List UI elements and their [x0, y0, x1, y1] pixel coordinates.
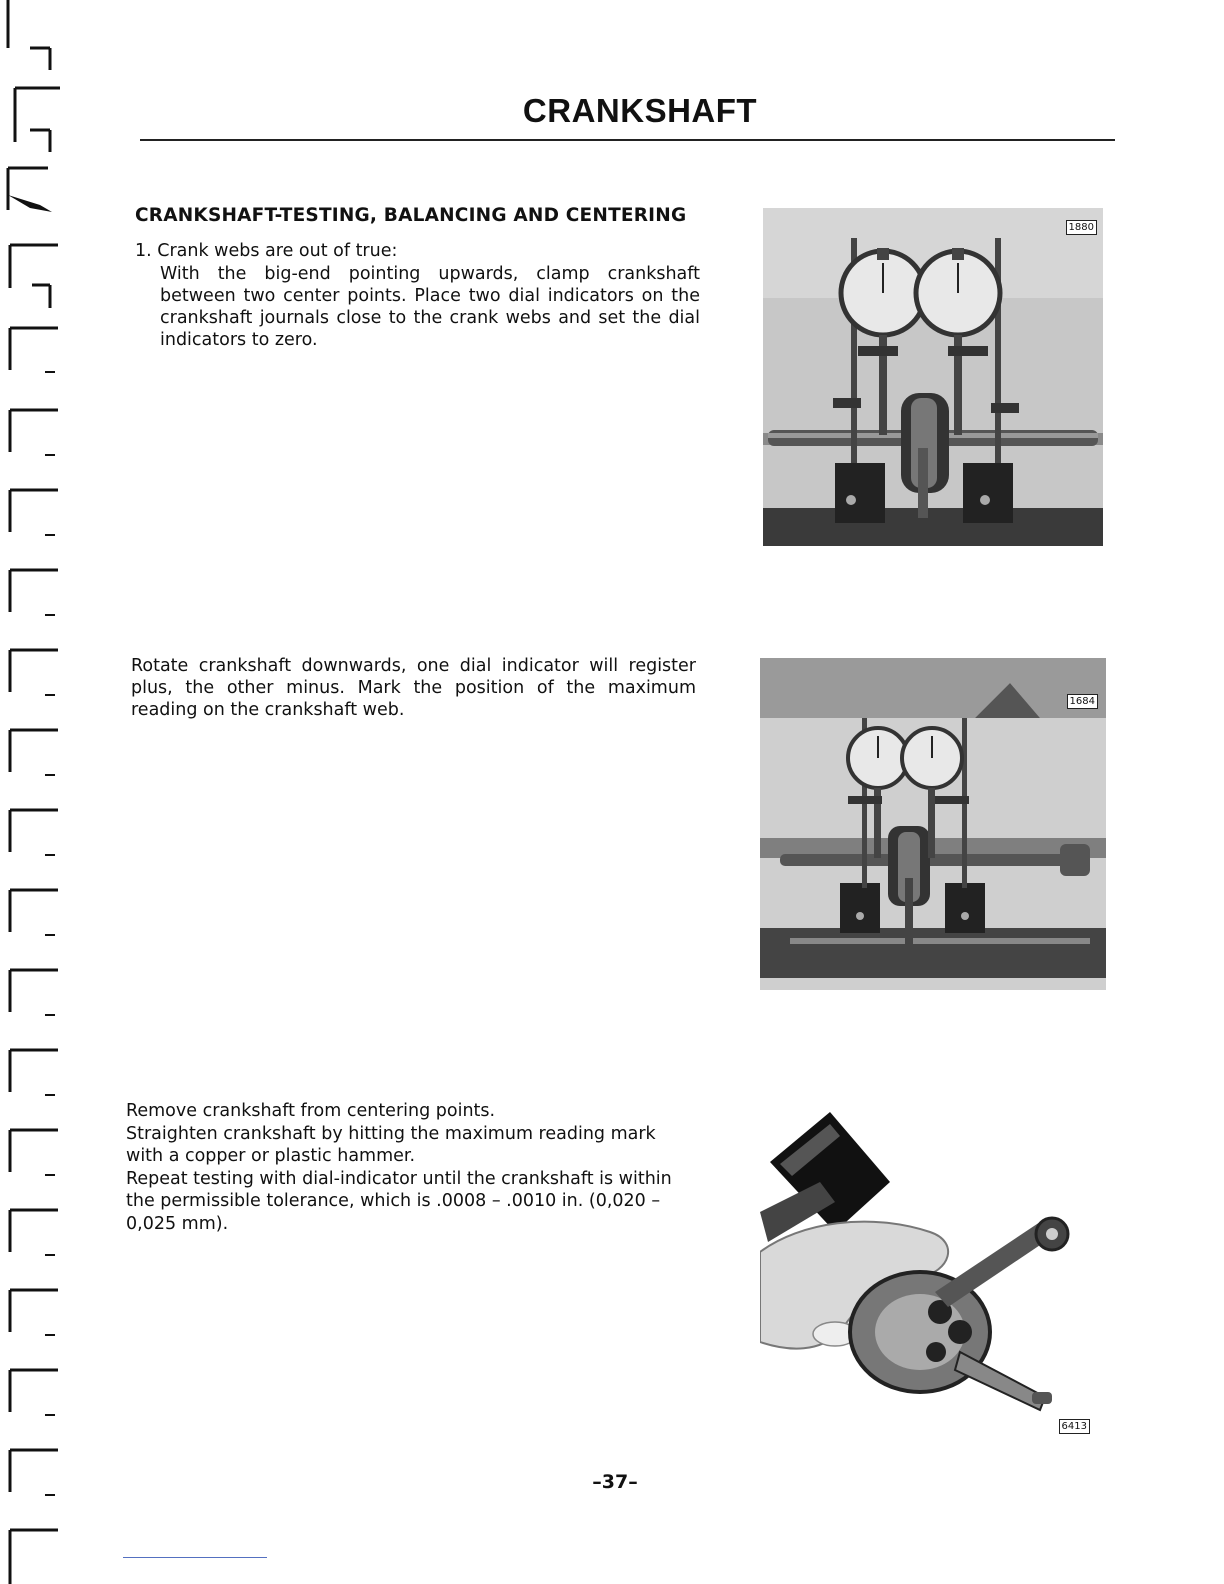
binding-marks: [0, 0, 70, 1584]
item-1-body-text: With the big-end pointing upwards, clamp crankshaft between two center points. Place two dial indicators on the crankshaft journals close to the crank webs and set the dial indicators to zero.: [160, 264, 700, 350]
paragraph-3-line-2: Straighten crankshaft by hitting the maximum reading mark with a copper or plastic hammer.: [126, 1123, 656, 1166]
footer-line: [123, 1557, 267, 1558]
figure-1-illustration: [763, 208, 1103, 546]
section-heading: CRANKSHAFT-TESTING, BALANCING AND CENTERING: [135, 205, 687, 226]
item-1-title: 1. Crank webs are out of true:: [135, 241, 398, 261]
figure-dial-indicators-setup: [763, 208, 1103, 546]
paragraph-3-line-3: Repeat testing with dial-indicator until the crankshaft is within the permissible tolerance, which is .0008 – .0010 in. (0,020 – 0,025 mm).: [126, 1168, 672, 1234]
figure-3-illustration: [760, 1102, 1100, 1442]
figure-hammer-straightening: [760, 1102, 1100, 1442]
paragraph-2-text: Rotate crankshaft downwards, one dial indicator will register plus, the other minus. Mark the position of the maximum reading on the crankshaft web.: [131, 656, 696, 720]
page-number: –37–: [592, 1471, 638, 1493]
item-1-body: [160, 263, 700, 351]
figure-rotate-crankshaft: [760, 658, 1106, 990]
page-title: CRANKSHAFT: [522, 92, 758, 129]
figure-2-tag: 1684: [1067, 694, 1098, 709]
figure-1-tag: 1880: [1066, 220, 1097, 235]
title-rule: [140, 139, 1115, 141]
paragraph-2: [131, 655, 696, 721]
figure-2-illustration: [760, 658, 1106, 990]
paragraph-3-line-1: Remove crankshaft from centering points.: [126, 1101, 496, 1121]
paragraph-3: [126, 1100, 693, 1235]
figure-3-tag: 6413: [1059, 1419, 1090, 1434]
